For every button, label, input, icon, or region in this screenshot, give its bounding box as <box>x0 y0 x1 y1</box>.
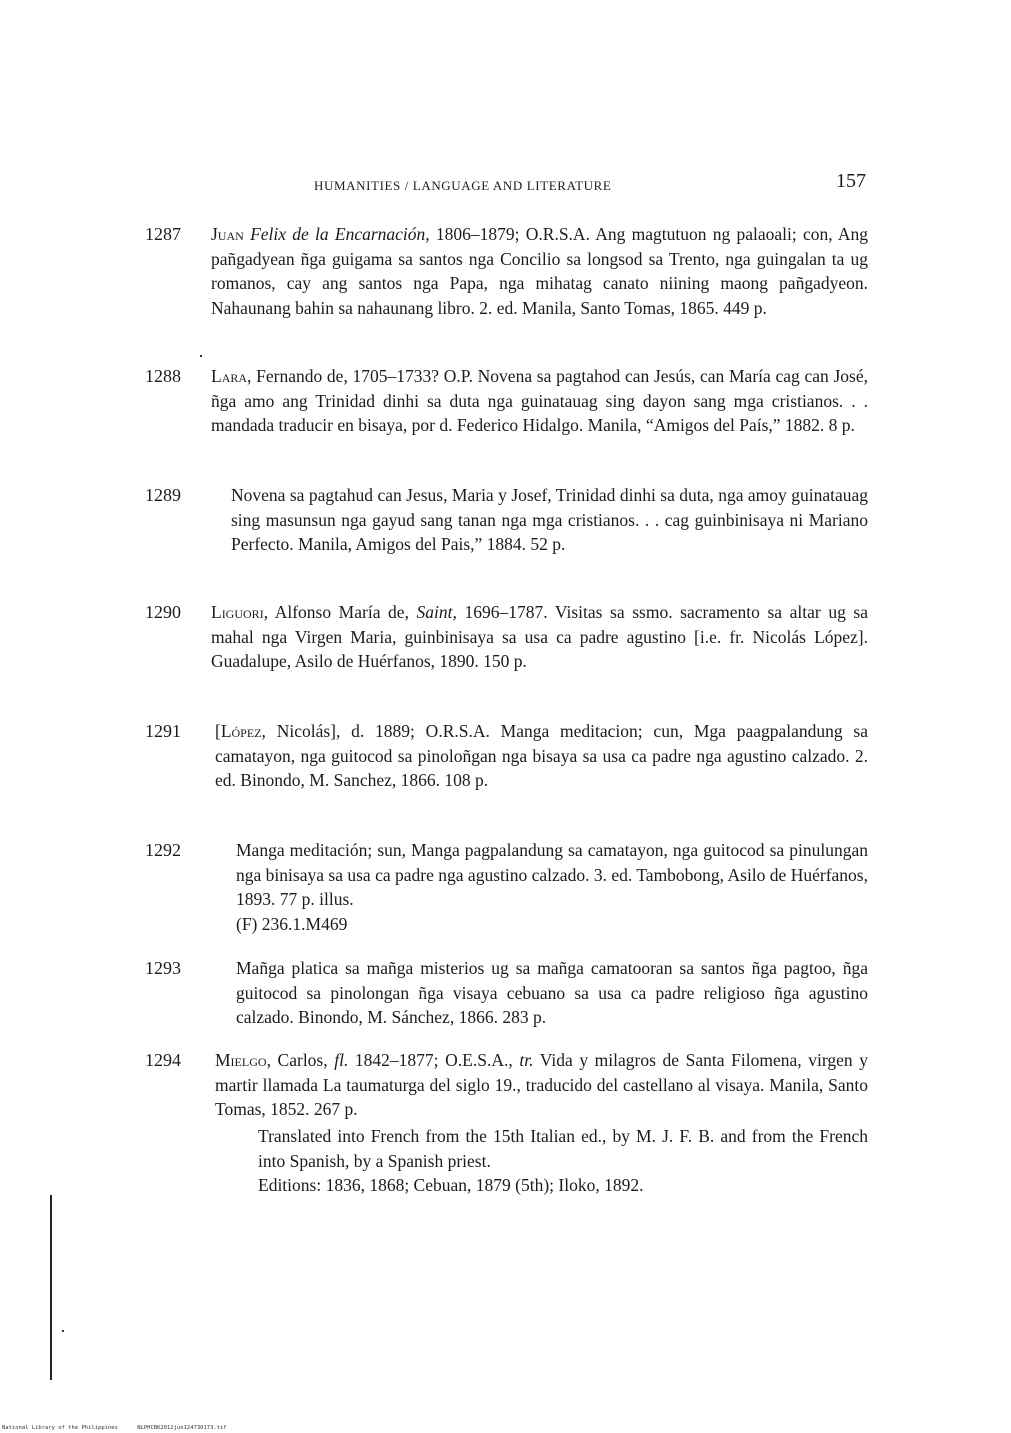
entry-author: López <box>220 721 262 741</box>
entry-text <box>211 364 868 438</box>
entry-number: 1290 <box>145 602 181 622</box>
scan-artifact-line <box>50 1195 52 1380</box>
entry-author: Juan <box>211 224 244 244</box>
entry-body: 1696–1787. Visitas sa ssmo. sacramento sa altar ug sa mahal nga Virgen Maria, guinbinisaya sa usa ca padre agustino [i.e. fr. Nicolás López]. Guadalupe, Asilo de Huérfanos, 1890. 150 p. <box>211 602 868 671</box>
call-number: (F) 236.1.M469 <box>236 913 348 934</box>
entry-body: Novena sa pagtahud can Jesus, Maria y Josef, Trinidad dinhi sa duta, nga amoy guinatauag sing masunsun nga gayud sang tanan nga mga cristianos. . . cag guinbinisaya ni Mariano Perfecto. Manila, Amigos del Pais,” 1884. 52 p. <box>231 485 868 554</box>
entry-body-pre: , Carlos, <box>266 1050 335 1070</box>
entry-italic: fl. <box>334 1050 349 1070</box>
entry-body: Mañga platica sa mañga misterios ug sa mañga camatooran sa santos ñga pagtoo, ñga guitocod sa pinolongan ñga visaya cebuano sa usa ca padre religioso ñga agustino calzado. Binondo, M. Sánchez, 1866. 283 p. <box>236 958 868 1027</box>
scan-artifact-dot <box>200 355 202 357</box>
entry-text <box>211 222 868 320</box>
entry-body: 1806–1879; O.R.S.A. Ang magtutuon ng palaoali; con, Ang pañgadyean ñga guigama sa santos nga Concilio sa longsod sa Trento, nga guingalan ta ug romanos, cay ang santos nga Papa, nga mihatag canato niining maong pañgadyeon. Nahaunang bahin sa nahaunang libro. 2. ed. Manila, Santo Tomas, 1865. 449 p. <box>211 224 868 318</box>
entry-number: 1292 <box>145 840 181 860</box>
entry-number: 1289 <box>145 485 181 505</box>
entry-italic-2: tr. <box>519 1050 534 1070</box>
entry-author: Lara <box>211 366 248 386</box>
entry-number: 1294 <box>145 1050 181 1070</box>
entry-author: Mielgo <box>215 1050 267 1070</box>
scan-footer-stamp <box>2 1425 243 1431</box>
running-head: HUMANITIES / LANGUAGE AND LITERATURE <box>314 178 612 193</box>
entry-note-1: Translated into French from the 15th Italian ed., by M. J. F. B. and from the French into Spanish, by a Spanish priest. <box>258 1126 868 1171</box>
entry-number: 1293 <box>145 958 181 978</box>
entry-note <box>258 1124 868 1198</box>
entry-body: Vida y milagros de Santa Filomena, virgen y martir llamada La taumaturga del siglo 19., traducido del castellano al visaya. Manila, Santo Tomas, 1852. 267 p. <box>215 1050 868 1119</box>
entry-body: , Nicolás], d. 1889; O.R.S.A. Manga meditacion; cun, Mga paagpalandung sa camatayon, nga guitocod sa pinoloñgan nga bisaya sa usa ca padre nga agustino calzado. 2. ed. Binondo, M. Sanchez, 1866. 108 p. <box>215 721 868 790</box>
entry-body: Manga meditación; sun, Manga pagpalandung sa camatayon, nga guitocod sa pinulungan nga binisaya sa usa ca padre nga agustino calzado. 3. ed. Tambobong, Asilo de Huérfanos, 1893. 77 p. illus. <box>236 840 868 909</box>
entry-text <box>236 838 868 936</box>
entry-number: 1287 <box>145 224 181 244</box>
entry-author-open: [ <box>215 721 221 741</box>
entry-text <box>236 956 868 1030</box>
entry-text <box>231 483 868 557</box>
entry-text <box>215 1048 868 1122</box>
entry-number: 1291 <box>145 721 181 741</box>
entry-text <box>211 600 868 674</box>
entry-body-mid: 1842–1877; O.E.S.A., <box>348 1050 520 1070</box>
stamp-left: National Library of the Philippines <box>2 1425 118 1431</box>
entry-text <box>215 719 868 793</box>
entry-body-pre: , Alfonso María de, <box>263 602 417 622</box>
scan-artifact-dot <box>62 1330 64 1332</box>
entry-note-2: Editions: 1836, 1868; Cebuan, 1879 (5th); Iloko, 1892. <box>258 1175 644 1195</box>
entry-author: Liguori <box>211 602 264 622</box>
page-header <box>0 170 1011 200</box>
entry-number: 1288 <box>145 366 181 386</box>
stamp-right: NLPHCBK2012jun124730173.tif <box>137 1425 227 1431</box>
page-number: 157 <box>836 170 866 192</box>
entry-author-rest: Felix de la Encarnación, <box>250 224 430 244</box>
entry-body: , Fernando de, 1705–1733? O.P. Novena sa pagtahod can Jesús, can María cag can José, ñga amo ang Trinidad dinhi sa duta nga guinatauag sing dayon sang mga cristianos. . . mandada traducir en bisaya, por d. Federico Hidalgo. Manila, “Amigos del País,” 1882. 8 p. <box>211 366 868 435</box>
entry-italic: Saint, <box>416 602 457 622</box>
